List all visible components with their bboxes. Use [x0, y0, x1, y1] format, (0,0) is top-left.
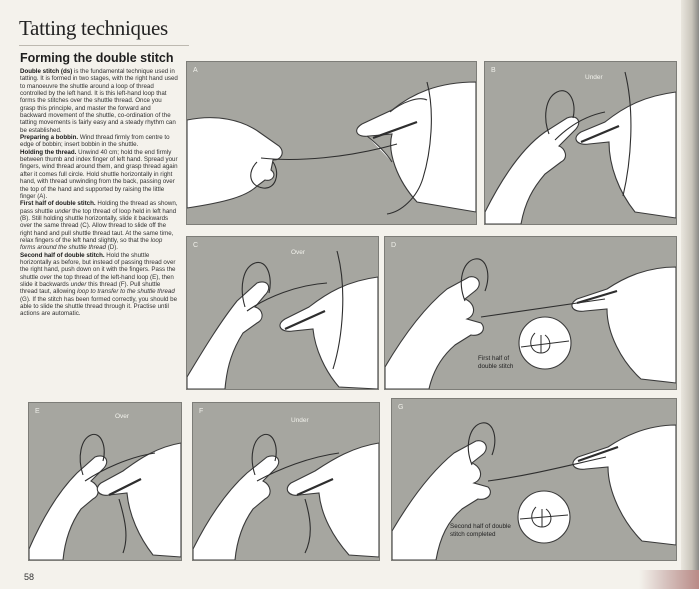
em-under-2: under [70, 280, 87, 288]
illustration-panel-d [384, 236, 677, 390]
text-holding-thread: Unwind 40 cm; hold the end firmly between thumb and index finger of left hand. Spread your fingers, wind thread around them, and grasp thread again after it comes full circle. Hold shuttle horizontally in right hand, with thread unwinding from the back, passing over the top of the hand and supported by raising the little finger (A). [20, 148, 178, 200]
detail-magnifier-d [519, 317, 571, 369]
panel-letter-d: D [391, 242, 397, 249]
chapter-title-rule [19, 45, 189, 46]
panel-letter-f: F [199, 408, 204, 415]
panel-note-e-over: Over [115, 413, 130, 420]
paragraph-double-stitch [20, 68, 178, 134]
caption-g-line-1: Second half of double [450, 523, 511, 530]
panel-note-f-under: Under [291, 417, 309, 424]
caption-g-line-2: stitch completed [450, 530, 496, 538]
second-half-stitch-illustration [392, 399, 676, 560]
paragraph-first-half [20, 200, 178, 251]
lead-holding-thread: Holding the thread. [20, 148, 77, 156]
page-edge-tint [639, 570, 699, 589]
em-over: over [39, 273, 52, 281]
page-number: 58 [24, 572, 35, 582]
lead-preparing-bobbin: Preparing a bobbin. [20, 134, 79, 142]
text-first-half-a: Holding the thread as shown, pass shuttle [20, 200, 178, 215]
lead-double-stitch: Double stitch (ds) [20, 68, 73, 75]
paragraph-second-half [20, 252, 178, 318]
text-first-half-c: (D). [106, 244, 119, 252]
text-second-half-b: the top thread of the left-hand loop (E), then slide it backwards [20, 273, 174, 288]
shuttle-under-thread-illustration [485, 62, 676, 224]
lead-first-half: First half of double stitch. [20, 200, 96, 208]
text-first-half-b: the top thread of loop held in left hand (B). Still holding shuttle horizontally, slide it backwards over the same thread (C). Allow thread to slide off the right hand and pull shuttle thread taut. At the same time, relax fingers of the left hand slightly, so that the [20, 207, 177, 244]
panel-letter-e: E [35, 408, 40, 415]
panel-note-b-under: Under [585, 74, 603, 81]
shuttle-under-thread-second-illustration [193, 403, 379, 560]
em-loop-forms: loop forms around the shuttle thread [20, 236, 163, 252]
caption-second-half [450, 523, 511, 538]
page-edge-shadow [681, 0, 699, 589]
caption-first-half [478, 355, 513, 370]
panel-letter-b: B [491, 67, 496, 74]
illustration-panel-e [28, 402, 182, 561]
panel-letter-c: C [193, 242, 199, 249]
text-second-half-d: (G). If the stitch has been formed correctly, you should be able to slide the shuttle thread through it. Practise until actions are automatic. [20, 295, 178, 318]
lead-second-half: Second half of double stitch. [20, 251, 105, 259]
panel-note-c-over: Over [291, 249, 306, 256]
shuttle-over-thread-illustration [29, 403, 181, 560]
em-under: under [54, 207, 71, 215]
illustration-panel-a [186, 61, 477, 225]
illustration-panel-b [484, 61, 677, 225]
paragraph-holding-thread [20, 149, 178, 200]
illustration-panel-c [186, 236, 379, 390]
illustration-panel-f [192, 402, 380, 561]
panel-letter-g: G [398, 404, 404, 411]
text-preparing-bobbin: Wind thread firmly from centre to edge of bobbin; insert bobbin in the shuttle. [20, 134, 170, 149]
text-second-half-c: this thread (F). Pull shuttle thread taut, allowing [20, 280, 161, 296]
hands-holding-thread-illustration [187, 62, 476, 224]
chapter-title: Tatting techniques [19, 16, 168, 40]
caption-d-line-1: First half of [478, 355, 510, 362]
panel-letter-a: A [193, 67, 198, 74]
shuttle-slide-back-illustration [187, 237, 378, 389]
em-loop-transfer: loop to transfer to the shuttle thread [77, 288, 175, 296]
instruction-text [20, 68, 178, 318]
text-second-half-a: Hold the shuttle horizontally as before, but instead of passing thread over the right hand, push down on it with the fingers. Pass the shuttle [20, 251, 176, 281]
section-title: Forming the double stitch [20, 51, 174, 65]
paragraph-preparing-bobbin [20, 134, 178, 149]
text-double-stitch: is the fundamental technique used in tatting. It is formed in two stages, with the right hand used to manoeuvre the shuttle around a loop of thread controlled by the left hand. It is this left-hand loop that forms the stitches over the shuttle thread. Once you grasp this principle, and master the forward and backward movement of the shuttle, co-ordination of the tatting movements is fairly easy and a steady rhythm can be established. [20, 68, 178, 134]
illustration-panel-g [391, 398, 677, 561]
caption-d-line-2: double stitch [478, 362, 514, 370]
first-half-stitch-illustration [385, 237, 676, 389]
